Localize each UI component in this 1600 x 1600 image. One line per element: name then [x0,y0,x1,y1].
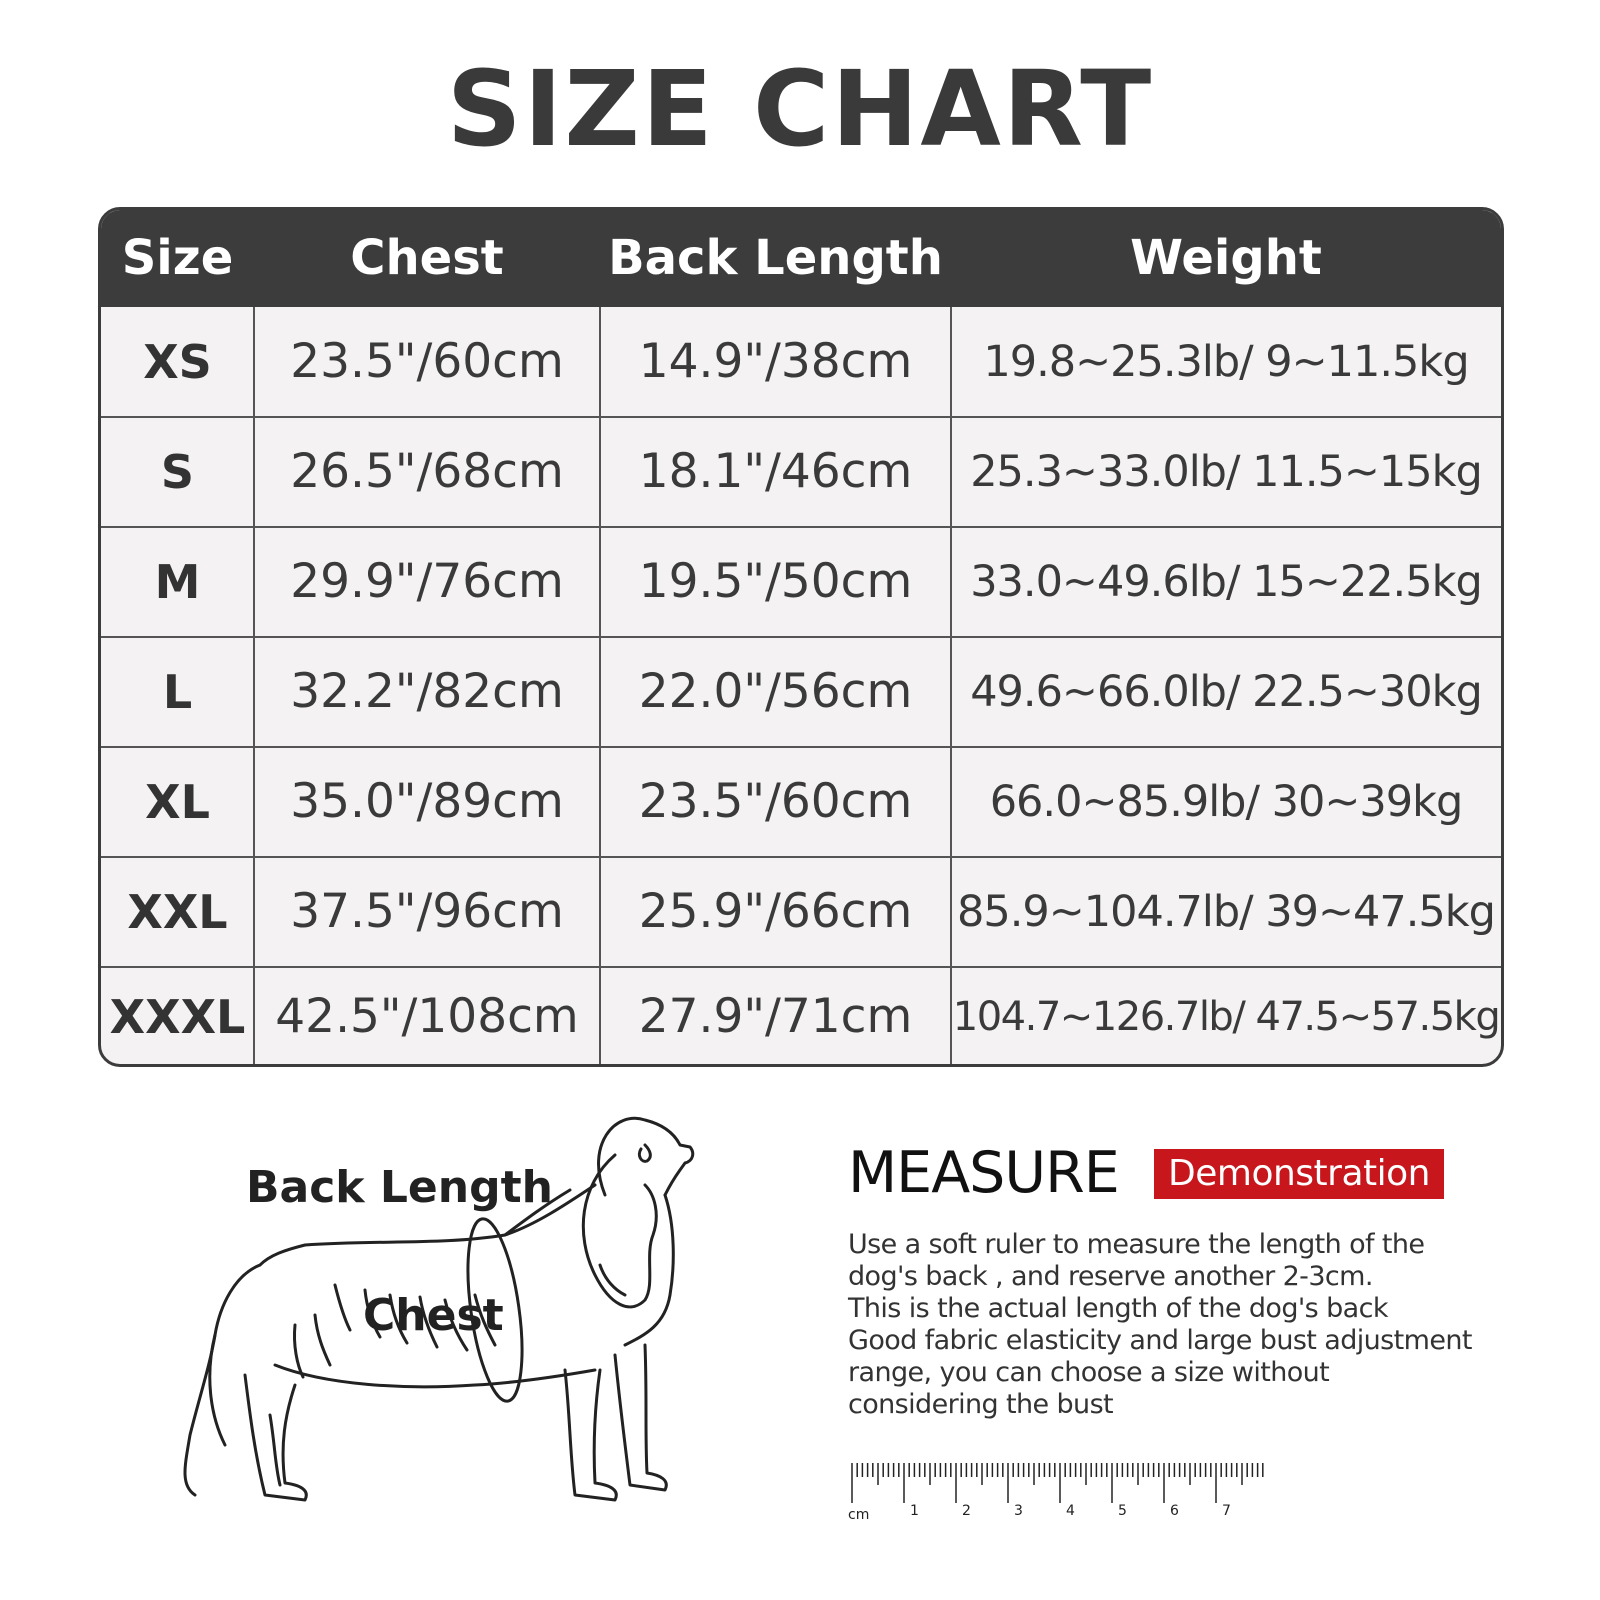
ruler-number: 7 [1222,1503,1231,1519]
description-line: range, you can choose a size without [848,1357,1330,1388]
cell-size: XXL [127,885,228,939]
table-row [101,417,1501,527]
cell-weight: 104.7~126.7lb/ 47.5~57.5kg [952,994,1500,1040]
table-row [101,527,1501,637]
header-weight: Weight [1130,230,1322,286]
row-divider [101,966,1501,968]
cell-size: XL [145,775,210,829]
row-divider [101,856,1501,858]
ruler-number: 2 [962,1503,971,1519]
cell-size: S [160,445,195,499]
back-length-label: Back Length [246,1162,553,1213]
column-divider [599,307,601,1064]
cell-back-length: 22.0"/56cm [638,664,913,719]
table-row [101,637,1501,747]
cell-weight: 66.0~85.9lb/ 30~39kg [989,777,1463,827]
header-size: Size [121,230,234,286]
ruler-number: 6 [1170,1503,1179,1519]
cell-back-length: 27.9"/71cm [638,989,913,1044]
cell-size: M [154,555,201,609]
cell-back-length: 14.9"/38cm [638,334,913,389]
header-back-length: Back Length [608,230,943,286]
table-row [101,747,1501,857]
cell-weight: 33.0~49.6lb/ 15~22.5kg [970,557,1482,607]
size-table [98,207,1504,1067]
table-row [101,857,1501,967]
row-divider [101,746,1501,748]
cell-back-length: 19.5"/50cm [638,554,913,609]
table-header [101,210,1501,307]
ruler-unit-label: cm [848,1507,870,1523]
table-row [101,307,1501,417]
cell-back-length: 23.5"/60cm [638,774,913,829]
cell-back-length: 25.9"/66cm [638,884,913,939]
description-line: considering the bust [848,1389,1114,1420]
cell-weight: 85.9~104.7lb/ 39~47.5kg [957,887,1495,937]
cell-back-length: 18.1"/46cm [638,444,913,499]
cell-weight: 25.3~33.0lb/ 11.5~15kg [970,447,1482,497]
description-line: Use a soft ruler to measure the length of the [848,1229,1425,1260]
measure-title: MEASURE [848,1140,1119,1206]
description-line: Good fabric elasticity and large bust adjustment [848,1325,1472,1356]
description-line: dog's back , and reserve another 2-3cm. [848,1261,1373,1292]
cell-chest: 35.0"/89cm [290,774,564,829]
cell-chest: 37.5"/96cm [290,884,564,939]
column-divider [253,307,255,1064]
row-divider [101,526,1501,528]
ruler-icon [846,1463,1266,1523]
table-row [101,967,1501,1067]
measure-description [848,1229,1508,1421]
row-divider [101,416,1501,418]
demonstration-badge: Demonstration [1154,1149,1444,1199]
cell-chest: 32.2"/82cm [290,664,564,719]
ruler-number: 4 [1066,1503,1075,1519]
cell-size: XXXL [109,990,246,1044]
header-chest: Chest [350,230,504,286]
cell-weight: 19.8~25.3lb/ 9~11.5kg [983,337,1469,387]
chest-label: Chest [363,1290,504,1341]
ruler-number: 5 [1118,1503,1127,1519]
row-divider [101,636,1501,638]
ruler-number: 1 [910,1503,919,1519]
ruler-number: 3 [1014,1503,1023,1519]
cell-chest: 26.5"/68cm [290,444,564,499]
cell-size: L [162,665,193,719]
cell-chest: 23.5"/60cm [290,334,564,389]
cell-chest: 29.9"/76cm [290,554,564,609]
page-title: SIZE CHART [446,48,1154,170]
cell-weight: 49.6~66.0lb/ 22.5~30kg [970,667,1482,717]
description-line: This is the actual length of the dog's back [848,1293,1388,1324]
column-divider [950,307,952,1064]
cell-size: XS [143,335,212,389]
cell-chest: 42.5"/108cm [275,989,579,1044]
